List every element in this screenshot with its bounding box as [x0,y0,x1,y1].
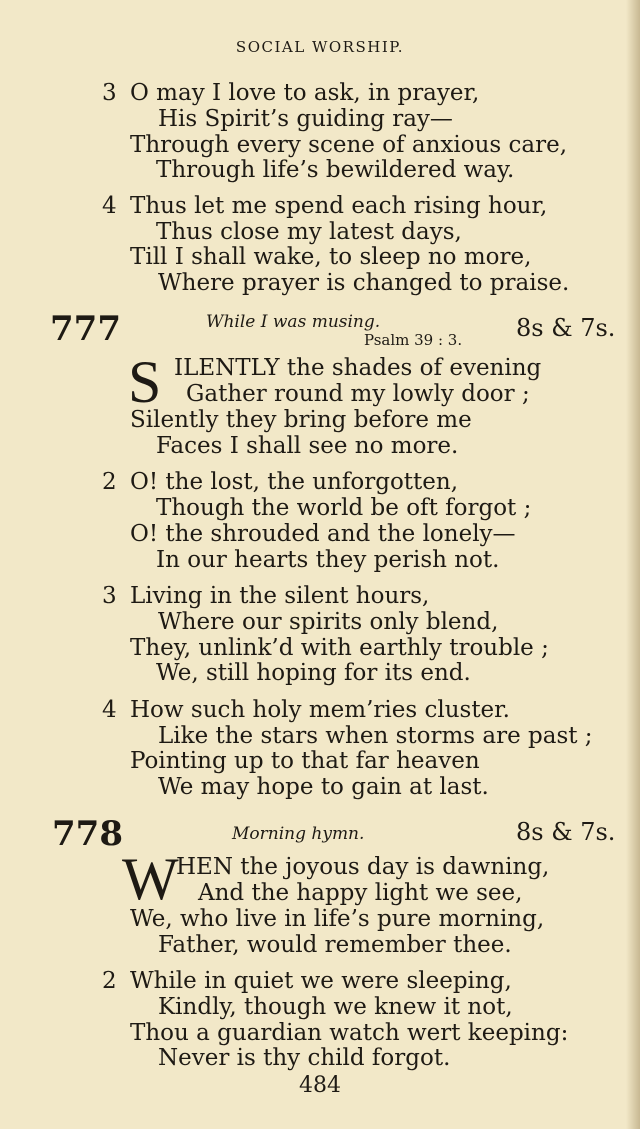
verse-line: How such holy mem’ries cluster. [130,697,510,723]
verse-line: Through every scene of anxious care, [130,132,568,158]
verse-line: Living in the silent hours, [130,583,430,609]
verse-line: While in quiet we were sleeping, [130,968,512,994]
verse-line: O! the lost, the unforgotten, [130,469,459,495]
verse-line: Where prayer is changed to praise. [158,270,570,296]
verse-line: Gather round my lowly door ; [186,381,530,407]
drop-cap: W [122,846,179,912]
hymn-number: 777 [50,309,121,349]
verse-line: They, unlink’d with earthly trouble ; [130,635,549,661]
page-number: 484 [299,1073,341,1098]
page-edge-shadow [626,0,640,1129]
verse-line: Never is thy child forgot. [158,1045,451,1071]
hymn-number: 778 [52,814,123,854]
verse-line: O! the shrouded and the lonely— [130,521,516,547]
scripture-reference: Psalm 39 : 3. [364,331,463,349]
verse-line: Though the world be oft forgot ; [156,495,532,521]
verse-line: HEN the joyous day is dawning, [176,854,550,880]
verse-number: 2 [102,968,117,994]
verse-number: 4 [102,697,117,723]
verse-line: O may I love to ask, in prayer, [130,80,480,106]
hymn-title: Morning hymn. [232,824,365,844]
verse-line: We may hope to gain at last. [158,774,489,800]
running-header: SOCIAL WORSHIP. [235,38,405,56]
verse-number: 3 [102,583,117,609]
verse-line: Thus let me spend each rising hour, [130,193,548,219]
verse-line: Father, would remember thee. [158,932,512,958]
verse-line: Pointing up to that far heaven [130,748,480,774]
hymn-meter: 8s & 7s. [516,818,616,846]
verse-line: We, still hoping for its end. [156,660,471,686]
verse-number: 2 [102,469,117,495]
verse-line: Till I shall wake, to sleep no more, [130,244,532,270]
verse-line: Where our spirits only blend, [158,609,499,635]
drop-cap: S [128,349,162,415]
verse-line: Thou a guardian watch wert keeping: [130,1020,569,1046]
verse-line: His Spirit’s guiding ray— [158,106,453,132]
verse-line: We, who live in life’s pure morning, [130,906,545,932]
verse-line: Silently they bring before me [130,407,472,433]
verse-line: Through life’s bewildered way. [156,157,515,183]
hymn-meter: 8s & 7s. [516,314,616,342]
verse-line: In our hearts they perish not. [156,547,500,573]
verse-line: Kindly, though we knew it not, [158,994,513,1020]
verse-number: 3 [102,80,117,106]
verse-number: 4 [102,193,117,219]
verse-line: Faces I shall see no more. [156,433,459,459]
verse-line: Thus close my latest days, [156,219,462,245]
hymn-title: While I was musing. [206,312,381,332]
verse-line: Like the stars when storms are past ; [158,723,593,749]
verse-line: ILENTLY the shades of evening [174,355,542,381]
verse-line: And the happy light we see, [198,880,523,906]
